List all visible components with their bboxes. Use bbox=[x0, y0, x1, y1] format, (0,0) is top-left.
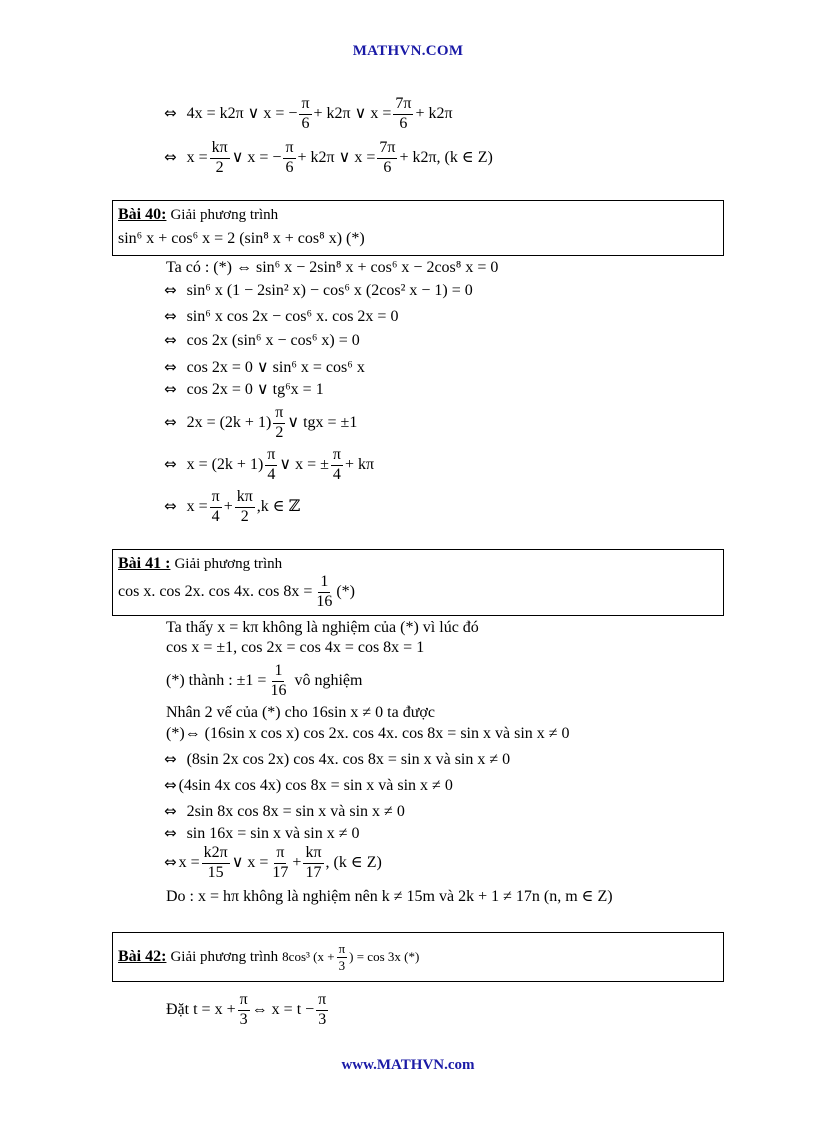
equivalence-arrow-icon: ⇔ bbox=[164, 776, 177, 794]
fraction bbox=[299, 96, 311, 133]
numerator: 7π bbox=[377, 140, 397, 159]
problem-task: Giải phương trình bbox=[174, 556, 283, 572]
denominator: 2 bbox=[215, 158, 224, 176]
problem-41-heading bbox=[118, 556, 282, 572]
intro-line-1 bbox=[164, 96, 453, 133]
denominator: 3 bbox=[318, 1010, 327, 1028]
denominator: 2 bbox=[240, 507, 249, 525]
expr-text: 4x = k2π ∨ x = − bbox=[186, 104, 298, 122]
expr-text: 2x = (2k + 1) bbox=[186, 413, 272, 431]
numerator: π bbox=[283, 140, 295, 159]
expr-text: vô nghiệm bbox=[290, 671, 363, 689]
expr-text: + k2π bbox=[415, 104, 453, 122]
numerator: π bbox=[274, 845, 286, 864]
expr-text: sin⁶ x (1 − 2sin² x) − cos⁶ x (2cos² x − 1) = 0 bbox=[186, 282, 473, 299]
numerator: π bbox=[331, 447, 343, 466]
solution-line bbox=[164, 382, 324, 398]
equivalence-arrow-icon: ⇔ bbox=[164, 380, 177, 398]
problem-title: Bài 41 : bbox=[118, 555, 171, 572]
denominator: 2 bbox=[275, 423, 284, 441]
denominator: 17 bbox=[272, 863, 289, 881]
denominator: 6 bbox=[399, 114, 408, 132]
intro-line-2 bbox=[164, 140, 493, 177]
solution-line bbox=[164, 778, 453, 794]
equivalence-arrow-icon: ⇔ bbox=[164, 454, 177, 473]
solution-line: (*)⇔ (16sin x cos x) cos 2x. cos 4x. cos 8x = sin x và sin x ≠ 0 bbox=[166, 725, 570, 742]
denominator: 6 bbox=[285, 158, 294, 176]
numerator: π bbox=[238, 992, 250, 1011]
solution-line: cos x = ±1, cos 2x = cos 4x = cos 8x = 1 bbox=[166, 639, 425, 656]
numerator: π bbox=[299, 96, 311, 115]
expr-text: cos x. cos 2x. cos 4x. cos 8x = bbox=[118, 582, 313, 600]
fraction bbox=[337, 942, 348, 972]
expr-text: ∨ x = bbox=[231, 853, 269, 871]
expr-text: x = (2k + 1) bbox=[186, 455, 264, 473]
expr-text: sin⁶ x cos 2x − cos⁶ x. cos 2x = 0 bbox=[186, 308, 399, 325]
expr-text: (*) bbox=[336, 582, 355, 600]
denominator: 16 bbox=[316, 592, 333, 610]
solution-line: Ta có : (*) ⇔ sin⁶ x − 2sin⁸ x + cos⁶ x − 2cos⁸ x = 0 bbox=[166, 259, 499, 276]
problem-41-box bbox=[112, 549, 724, 616]
numerator: π bbox=[338, 941, 346, 956]
page-footer: www.MATHVN.com bbox=[341, 1057, 475, 1073]
equivalence-arrow-icon: ⇔ bbox=[164, 496, 177, 515]
expr-text: cos 2x = 0 ∨ sin⁶ x = cos⁶ x bbox=[186, 359, 365, 376]
solution-line bbox=[166, 663, 362, 700]
equivalence-arrow-icon: ⇔ bbox=[164, 147, 177, 166]
denominator: 16 bbox=[270, 681, 287, 699]
expr-text: Đặt t = x + bbox=[166, 1000, 236, 1018]
fraction bbox=[265, 447, 277, 484]
fraction bbox=[270, 845, 290, 882]
fraction bbox=[202, 845, 230, 882]
expr-text: + kπ bbox=[344, 455, 375, 473]
numerator: π bbox=[316, 992, 328, 1011]
denominator: 6 bbox=[301, 114, 310, 132]
denominator: 17 bbox=[305, 863, 322, 881]
fraction bbox=[268, 663, 288, 700]
expr-text: ⇔ x = t − bbox=[251, 1000, 315, 1018]
numerator: 1 bbox=[318, 574, 330, 593]
fraction bbox=[235, 489, 255, 526]
equivalence-arrow-icon: ⇔ bbox=[164, 358, 177, 376]
solution-line bbox=[164, 333, 360, 349]
problem-42-heading bbox=[118, 942, 419, 972]
denominator: 3 bbox=[239, 1010, 248, 1028]
fraction bbox=[393, 96, 413, 133]
expr-text: x = bbox=[186, 497, 208, 515]
numerator: kπ bbox=[303, 845, 323, 864]
fraction bbox=[331, 447, 343, 484]
problem-equation: sin⁶ x + cos⁶ x = 2 (sin⁸ x + cos⁸ x) (*) bbox=[118, 230, 365, 247]
expr-text: (8sin 2x cos 2x) cos 4x. cos 8x = sin x và sin x ≠ 0 bbox=[186, 751, 511, 768]
expr-text: ) = cos 3x (*) bbox=[349, 948, 420, 964]
expr-text: 2sin 8x cos 8x = sin x và sin x ≠ 0 bbox=[186, 803, 405, 820]
expr-text: + k2π, (k ∈ Z) bbox=[399, 148, 493, 166]
solution-line bbox=[164, 283, 473, 299]
equivalence-arrow-icon: ⇔ bbox=[164, 852, 177, 871]
denominator: 4 bbox=[332, 465, 341, 483]
equivalence-arrow-icon: ⇔ bbox=[164, 307, 177, 325]
fraction bbox=[377, 140, 397, 177]
expr-text: sin 16x = sin x và sin x ≠ 0 bbox=[186, 825, 360, 842]
expr-text: ,k ∈ ℤ bbox=[256, 497, 301, 515]
numerator: k2π bbox=[202, 845, 230, 864]
solution-line bbox=[164, 360, 365, 376]
fraction bbox=[210, 140, 230, 177]
expr-text: ∨ x = − bbox=[231, 148, 282, 166]
solution-line bbox=[166, 992, 330, 1029]
expr-text: cos 2x (sin⁶ x − cos⁶ x) = 0 bbox=[186, 332, 360, 349]
expr-text: + k2π ∨ x = bbox=[297, 148, 376, 166]
expr-text: ∨ tgx = ±1 bbox=[287, 413, 358, 431]
solution-line bbox=[164, 845, 382, 882]
expr-text: (4sin 4x cos 4x) cos 8x = sin x và sin x ≠ 0 bbox=[178, 777, 453, 794]
page-header: MATHVN.COM bbox=[352, 43, 464, 59]
fraction bbox=[314, 574, 334, 611]
problem-task: Giải phương trình bbox=[170, 207, 279, 223]
problem-title: Bài 40: bbox=[118, 206, 167, 223]
expr-text: + bbox=[292, 853, 302, 871]
solution-line bbox=[164, 447, 374, 484]
solution-line bbox=[164, 405, 357, 442]
equivalence-arrow-icon: ⇔ bbox=[164, 281, 177, 299]
numerator: kπ bbox=[235, 489, 255, 508]
problem-40-heading bbox=[118, 207, 278, 223]
expr-text: x = bbox=[186, 148, 208, 166]
equivalence-arrow-icon: ⇔ bbox=[164, 412, 177, 431]
solution-line bbox=[164, 804, 405, 820]
fraction bbox=[210, 489, 222, 526]
fraction bbox=[238, 992, 250, 1029]
numerator: 1 bbox=[272, 663, 284, 682]
solution-line: Ta thấy x = kπ không là nghiệm của (*) vì lúc đó bbox=[166, 619, 479, 636]
solution-line: Nhân 2 vế của (*) cho 16sin x ≠ 0 ta được bbox=[166, 704, 435, 721]
fraction bbox=[273, 405, 285, 442]
denominator: 4 bbox=[267, 465, 276, 483]
equivalence-arrow-icon: ⇔ bbox=[164, 750, 177, 768]
problem-title: Bài 42: bbox=[118, 947, 167, 965]
expr-text: , (k ∈ Z) bbox=[325, 853, 382, 871]
solution-line bbox=[164, 752, 510, 768]
expr-text: (*) thành : ±1 = bbox=[166, 671, 267, 689]
fraction bbox=[303, 845, 323, 882]
expr-text: cos 2x = 0 ∨ tg⁶x = 1 bbox=[186, 381, 324, 398]
problem-40-box bbox=[112, 200, 724, 256]
expr-text: + bbox=[223, 497, 233, 515]
equivalence-arrow-icon: ⇔ bbox=[164, 331, 177, 349]
solution-line bbox=[164, 826, 360, 842]
problem-equation bbox=[118, 574, 355, 611]
equivalence-arrow-icon: ⇔ bbox=[164, 824, 177, 842]
numerator: π bbox=[265, 447, 277, 466]
problem-42-box bbox=[112, 932, 724, 982]
equivalence-arrow-icon: ⇔ bbox=[164, 103, 177, 122]
fraction bbox=[316, 992, 328, 1029]
solution-line bbox=[164, 489, 300, 526]
numerator: 7π bbox=[393, 96, 413, 115]
expr-text: ∨ x = ± bbox=[279, 455, 329, 473]
denominator: 4 bbox=[211, 507, 220, 525]
denominator: 15 bbox=[207, 863, 224, 881]
solution-line bbox=[164, 309, 398, 325]
solution-line: Do : x = hπ không là nghiệm nên k ≠ 15m và 2k + 1 ≠ 17n (n, m ∈ Z) bbox=[166, 888, 613, 905]
equivalence-arrow-icon: ⇔ bbox=[164, 802, 177, 820]
expr-text: x = bbox=[178, 853, 200, 871]
denominator: 6 bbox=[383, 158, 392, 176]
expr-text: + k2π ∨ x = bbox=[313, 104, 392, 122]
numerator: π bbox=[210, 489, 222, 508]
expr-text: 8cos³ (x + bbox=[282, 948, 335, 964]
problem-task: Giải phương trình bbox=[170, 948, 279, 965]
fraction bbox=[283, 140, 295, 177]
numerator: π bbox=[273, 405, 285, 424]
numerator: kπ bbox=[210, 140, 230, 159]
denominator: 3 bbox=[338, 957, 346, 973]
